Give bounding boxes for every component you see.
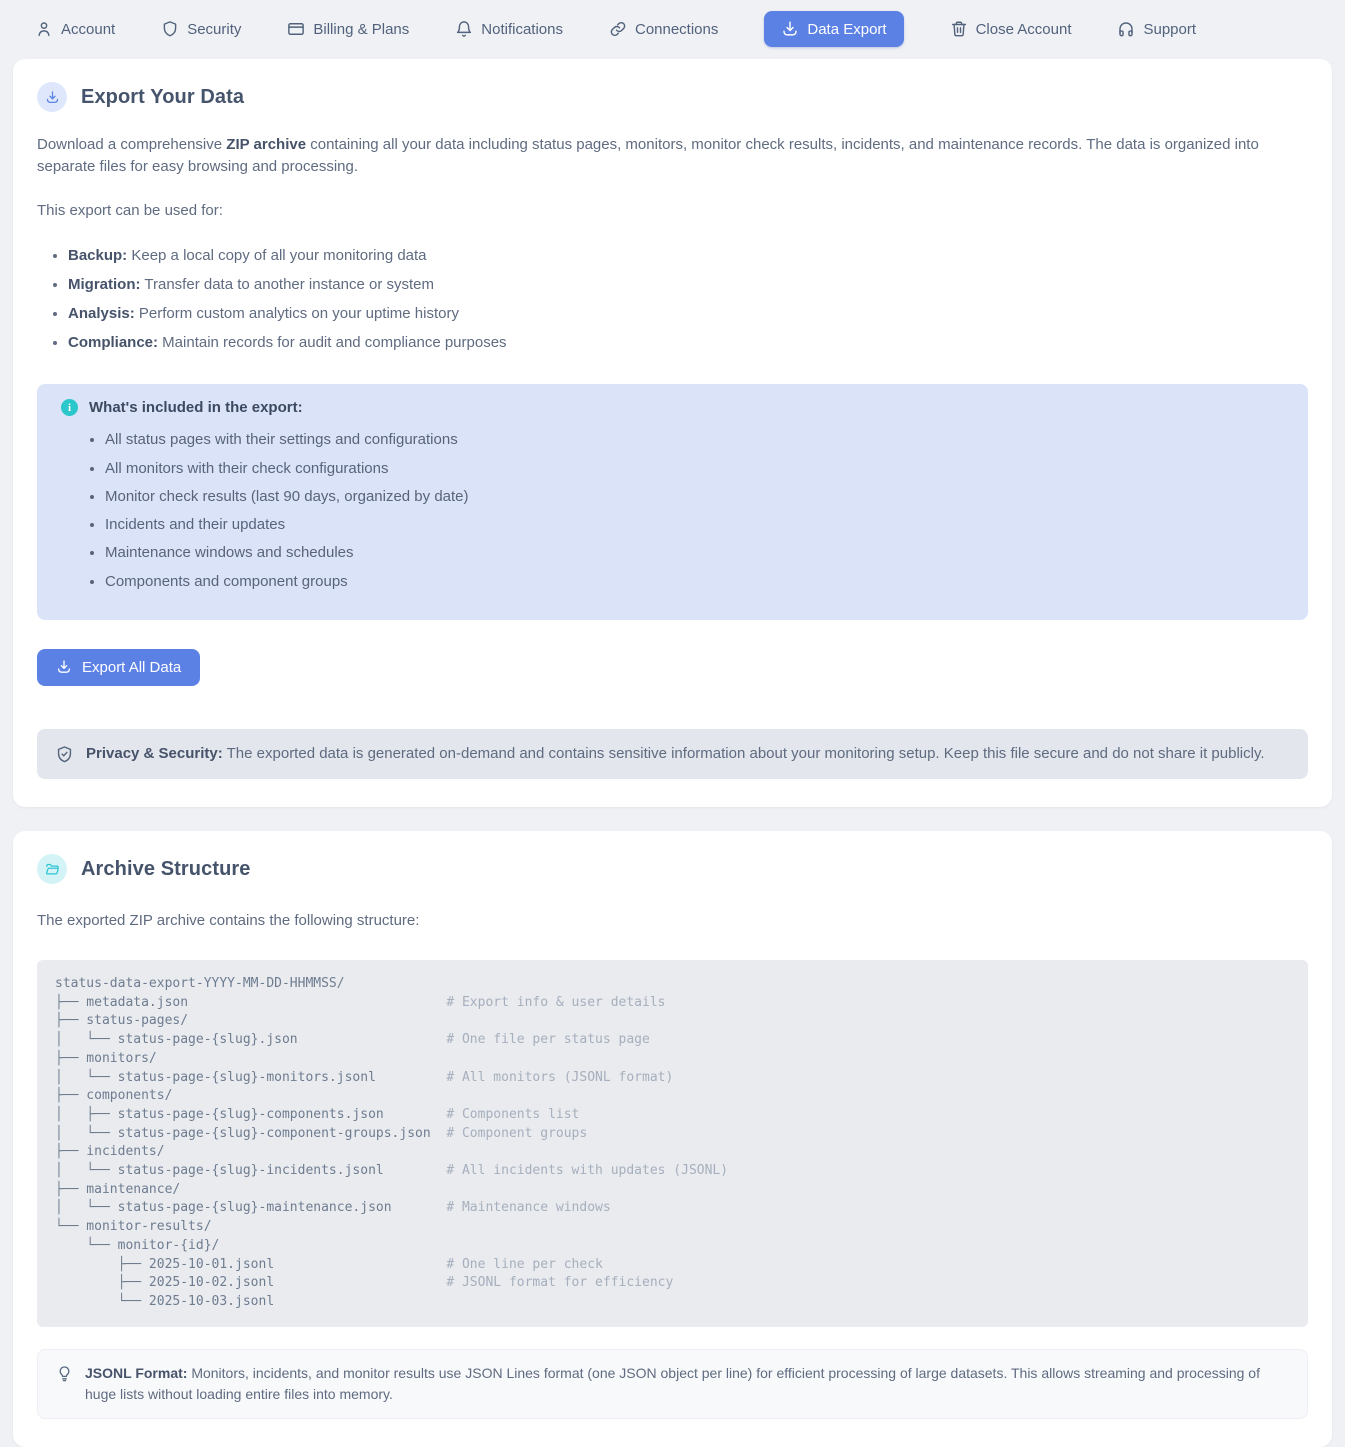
- tab-data-export[interactable]: [764, 11, 903, 47]
- tree-line: ├── 2025-10-02.jsonl # JSONL format for efficiency: [55, 1275, 674, 1291]
- tab-label: Connections: [634, 20, 719, 38]
- included-item: • Maintenance windows and schedules: [105, 542, 1284, 564]
- user-icon: [35, 20, 53, 38]
- included-item: • Incidents and their updates: [105, 514, 1284, 536]
- tree-line: ├── status-pages/: [55, 1013, 189, 1029]
- tab-security[interactable]: [161, 20, 241, 38]
- privacy-security-note: [37, 729, 1308, 780]
- tree-line: │ └── status-page-{slug}-monitors.jsonl # All monitors (JSONL format): [55, 1069, 674, 1085]
- shield-check-icon: [55, 745, 74, 764]
- tab-label: Close Account: [975, 20, 1072, 38]
- section-title: Archive Structure: [81, 857, 251, 880]
- folder-icon: [37, 854, 67, 884]
- included-item: • All monitors with their check configurations: [105, 458, 1284, 480]
- tab-label: Billing & Plans: [313, 20, 410, 38]
- jsonl-format-note: [37, 1349, 1308, 1419]
- link-icon: [609, 20, 627, 38]
- export-card-header: [37, 82, 1308, 112]
- tree-line: ├── components/: [55, 1088, 173, 1104]
- included-title: What's included in the export:: [89, 399, 303, 417]
- included-list: [61, 429, 1284, 592]
- shield-icon: [161, 20, 179, 38]
- archive-intro: The exported ZIP archive contains the following structure:: [37, 912, 420, 930]
- tab-label: Security: [187, 20, 242, 38]
- usage-item: • Compliance: Maintain records for audit and compliance purposes: [68, 332, 1308, 354]
- usage-item: • Analysis: Perform custom analytics on your uptime history: [68, 303, 1308, 325]
- download-icon: [37, 82, 67, 112]
- trash-icon: [950, 20, 968, 38]
- usage-intro: This export can be used for:: [37, 201, 223, 219]
- included-item: • Components and component groups: [105, 571, 1284, 593]
- tab-support[interactable]: [1117, 20, 1196, 38]
- usage-list: [37, 245, 1308, 353]
- info-icon: i: [61, 399, 78, 416]
- included-header: [61, 399, 1284, 416]
- page-title: Export Your Data: [81, 85, 245, 108]
- jsonl-text: JSONL Format: Monitors, incidents, and monitor results use JSON Lines format (one JSON object per line) for efficient processing of large datasets. This allows streaming and processing of huge lists without loading entire files into memory.: [85, 1364, 1260, 1402]
- tab-label: Support: [1143, 20, 1197, 38]
- settings-tab-bar: [0, 0, 1345, 59]
- usage-item: • Backup: Keep a local copy of all your monitoring data: [68, 245, 1308, 267]
- headset-icon: [1117, 20, 1135, 38]
- tree-line: └── monitor-results/: [55, 1219, 212, 1235]
- tree-line: ├── monitors/: [55, 1050, 157, 1066]
- tab-close-account[interactable]: [950, 20, 1072, 38]
- download-icon: [781, 20, 799, 38]
- export-description: Download a comprehensive ZIP archive containing all your data including status pages, monitors, monitor check results, incidents, and maintenance records. The data is organized into separate files for easy browsing and processing.: [37, 136, 1259, 175]
- tree-line: │ └── status-page-{slug}-component-groups.json # Component groups: [55, 1125, 588, 1141]
- archive-structure-card: [13, 831, 1332, 1446]
- tree-line: ├── metadata.json # Export info & user details: [55, 994, 666, 1010]
- tab-billing-plans[interactable]: [287, 20, 409, 38]
- tree-line: ├── incidents/: [55, 1144, 165, 1160]
- tree-line: └── monitor-{id}/: [55, 1237, 220, 1253]
- export-all-data-button[interactable]: Export All Data: [37, 649, 200, 686]
- tab-label: Notifications: [481, 20, 563, 38]
- credit-card-icon: [287, 20, 305, 38]
- included-info-box: [37, 384, 1308, 620]
- archive-tree-code-block: [37, 960, 1308, 1327]
- tree-line: │ └── status-page-{slug}.json # One file per status page: [55, 1032, 650, 1048]
- archive-card-header: [37, 854, 1308, 884]
- tree-line: └── 2025-10-03.jsonl: [55, 1293, 275, 1309]
- privacy-text: Privacy & Security: The exported data is generated on-demand and contains sensitive information about your monitoring setup. Keep this file secure and do not share it publicly.: [86, 744, 1265, 762]
- included-item: • Monitor check results (last 90 days, organized by date): [105, 486, 1284, 508]
- tree-line: │ ├── status-page-{slug}-components.json # Components list: [55, 1106, 580, 1122]
- tab-label: Account: [61, 20, 116, 38]
- bell-icon: [455, 20, 473, 38]
- export-data-card: [13, 59, 1332, 807]
- download-icon: [56, 659, 72, 675]
- tree-line: │ └── status-page-{slug}-incidents.jsonl # All incidents with updates (JSONL): [55, 1163, 729, 1179]
- tab-account[interactable]: [35, 20, 115, 38]
- tab-notifications[interactable]: [455, 20, 563, 38]
- tab-connections[interactable]: [609, 20, 718, 38]
- tree-line: ├── 2025-10-01.jsonl # One line per check: [55, 1256, 603, 1272]
- tree-line: status-data-export-YYYY-MM-DD-HHMMSS/: [55, 976, 345, 991]
- tab-label: Data Export: [807, 20, 887, 38]
- lightbulb-icon: [56, 1365, 73, 1382]
- tree-line: │ └── status-page-{slug}-maintenance.json # Maintenance windows: [55, 1200, 611, 1216]
- usage-item: • Migration: Transfer data to another instance or system: [68, 274, 1308, 296]
- included-item: • All status pages with their settings and configurations: [105, 429, 1284, 451]
- tree-line: ├── maintenance/: [55, 1181, 181, 1197]
